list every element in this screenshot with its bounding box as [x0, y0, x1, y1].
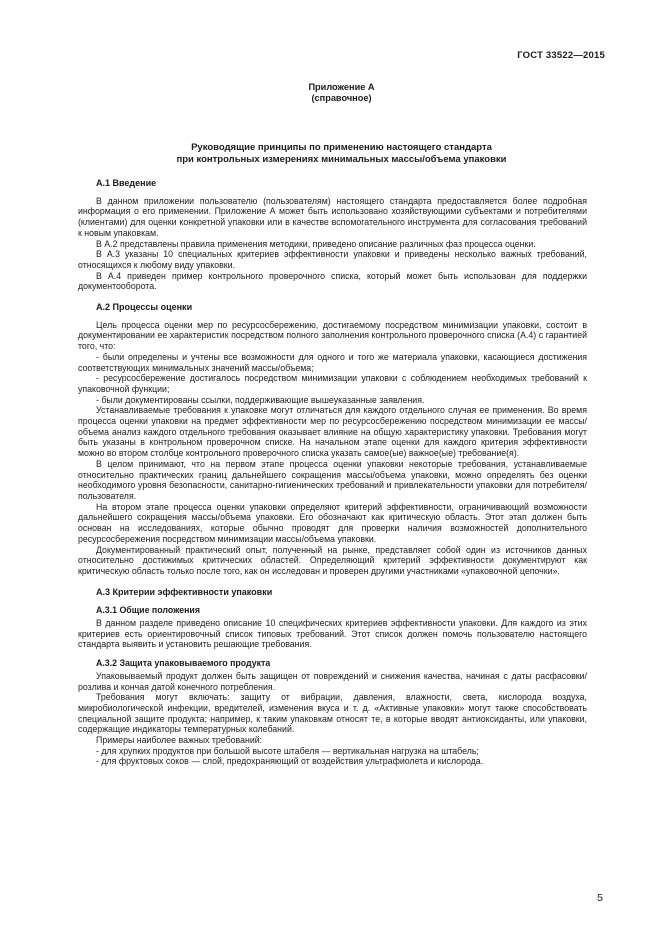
paragraph: На втором этапе процесса оценки упаковки определяют критерий эффективности, ограничивающий возможности дальнейшего сокращения массы/объема упаковки. Его обозначают как критическую область. Этот этап должен быть основан на исследованиях, которые обычно проводят для проверки наличия возможностей дополнительного ресурсосбережения посредством минимизации массы/объема упаковки.	[78, 501, 587, 544]
paragraph: - были документированы ссылки, поддерживающие вышеуказанные заявления.	[96, 394, 425, 405]
paragraph: В целом принимают, что на первом этапе процесса оценки упаковки некоторые требования, устанавливаемые относительно практических границ дальнейшего сокращения массы/объема упаковки, можно определять без оценки необходимого уровня безопасности, санитарно-гигиенических требований и привлекательности упаковки для потребителя/пользователя.	[78, 458, 587, 501]
paragraph: В данном приложении пользователю (пользователям) настоящего стандарта предоставляется более подробная информация о его применении. Приложение А может быть использовано хозяйствующими субъектами и потребителями (клиентами) для оценки конкретной упаковки или в качестве вспомогательного инструмента для согласования требований к новым упаковкам.	[78, 195, 587, 238]
section-heading: А.3.2 Защита упаковываемого продукта	[96, 658, 271, 669]
paragraph: В А.4 приведен пример контрольного проверочного списка, который может быть использован для поддержки документооборота.	[78, 270, 587, 292]
appendix-kind: (справочное)	[311, 93, 372, 103]
paragraph: Требования могут включать: защиту от вибрации, давления, влажности, света, кислорода воздуха, микробиологической инфекции, вредителей, изменения вкуса и т. д. «Активные упаковки» могут также способствовать специальной защите продукта; например, к таким упаковкам относят те, в которые вводят антиоксиданты, или упаковки, содержащие индикаторы температурных колебаний.	[78, 692, 587, 735]
paragraph: - ресурсосбережение достигалось посредством минимизации упаковки с соблюдением необходимых требований к упаковочной функции;	[78, 373, 587, 394]
paragraph: Цель процесса оценки мер по ресурсосбережению, достигаемому посредством минимизации упаковки, состоит в документировании ее характеристик посредством полного заполнения контрольного проверочного списка (А.4) с гарантией того, что:	[78, 319, 587, 352]
document-title	[78, 142, 605, 165]
document-title-line2: при контрольных измерениях минимальных массы/объема упаковки	[176, 153, 507, 165]
paragraph: В А.3 указаны 10 специальных критериев эффективности упаковки и приведены несколько важных требований, относящихся к любому виду упаковки.	[78, 249, 587, 270]
section-heading: А.3 Критерии эффективности упаковки	[96, 586, 273, 597]
paragraph: В А.2 представлены правила применения методики, приведено описание различных фаз процесса оценки.	[96, 238, 536, 249]
appendix-label: Приложение А	[308, 82, 375, 92]
document-title-line1: Руководящие принципы по применению настоящего стандарта	[191, 142, 492, 153]
section-heading: А.3.1 Общие положения	[96, 605, 200, 616]
paragraph: - для фруктовых соков — слой, предохраняющий от воздействия ультрафиолета и кислорода.	[96, 756, 484, 767]
page-number: 5	[597, 892, 603, 904]
paragraph: В данном разделе приведено описание 10 специфических критериев эффективности упаковки. Для каждого из этих критериев есть ориентировочный список типовых требований. Этот список должен помочь пользователю настоящего стандарта выявить и установить решающие требования.	[78, 618, 587, 650]
document-body	[78, 178, 587, 767]
paragraph: - для хрупких продуктов при большой высоте штабеля — вертикальная нагрузка на штабель;	[96, 745, 479, 756]
paragraph: Документированный практический опыт, полученный на рынке, представляет собой один из источников данных относительно достижимых критических областей. Определяющий критерий эффективности документируют как критическую область только после того, как он исследован и проверен другими участниками «упаковочной цепочки».	[78, 544, 587, 576]
appendix-block	[78, 82, 605, 104]
section-heading: А.1 Введение	[96, 178, 157, 188]
section-heading: А.2 Процессы оценки	[96, 302, 193, 313]
paragraph: - были определены и учтены все возможности для одного и того же материала упаковки, касающиеся достижения соответствующих минимальных значений массы/объема;	[78, 351, 587, 373]
paragraph: Устанавливаемые требования к упаковке могут отличаться для каждого отдельного случая ее применения. Во время процесса оценки упаковки на предмет эффективности мер по ресурсосбережению посредством минимизации ее массы/объема анализ каждого отдельного требования оказывает влияние на общую характеристику упаковки. Требования могут быть указаны в контрольном проверочном списке. На начальном этапе оценки для каждого критерия эффективности можно во втором столбце контрольного проверочного списка указать самое(ые) важное(ые) требование(я).	[78, 405, 587, 459]
paragraph: Примеры наиболее важных требований:	[96, 735, 263, 746]
paragraph: Упаковываемый продукт должен быть защищен от повреждений и снижения качества, начиная с даты расфасовки/розлива и кончая датой конечного потребления.	[78, 670, 587, 692]
doc-number: ГОСТ 33522—2015	[517, 50, 605, 61]
